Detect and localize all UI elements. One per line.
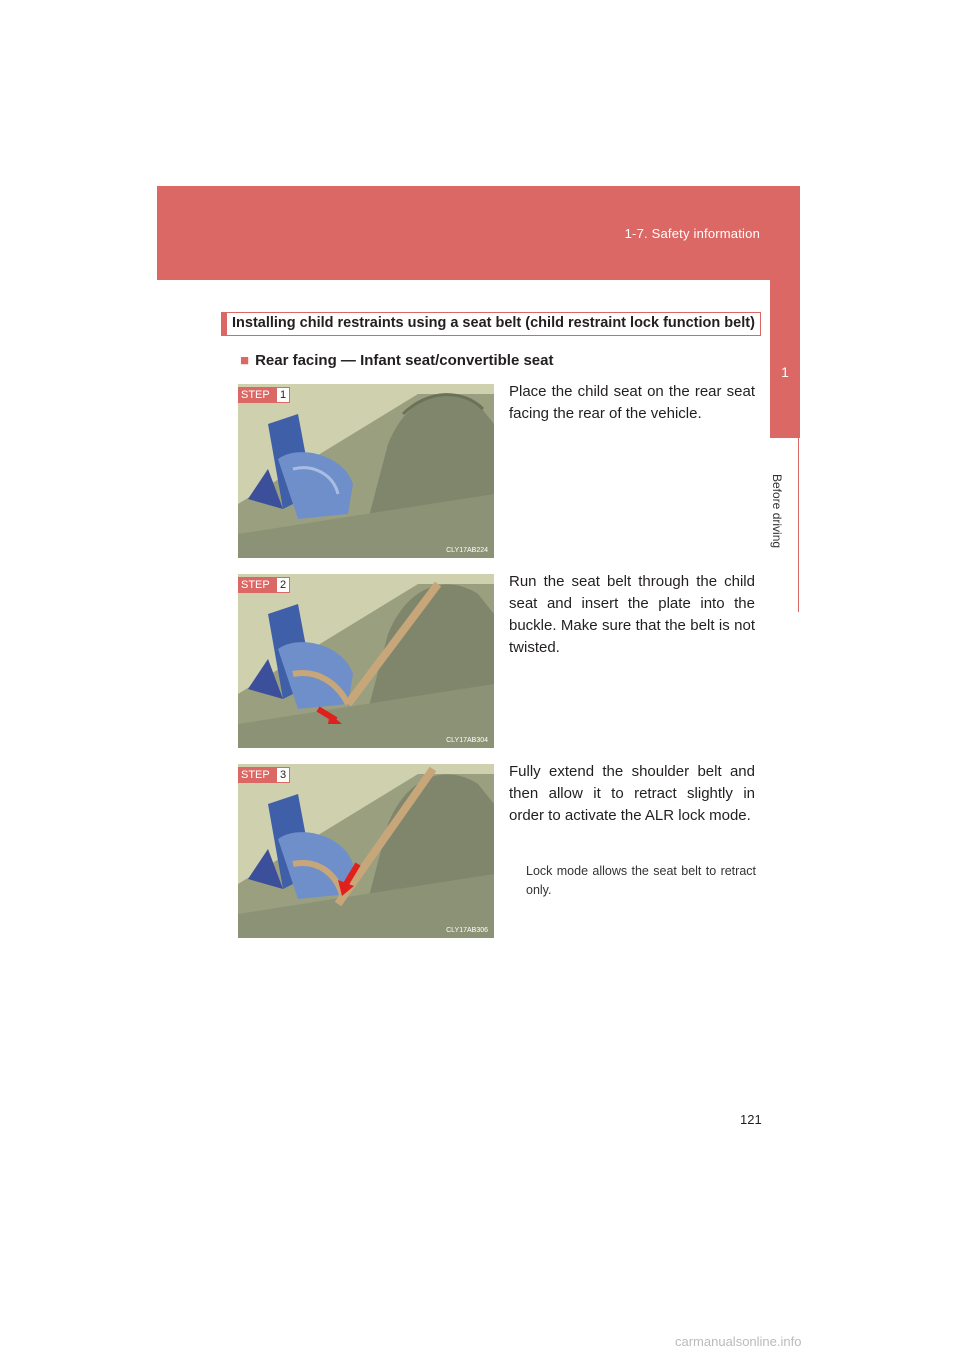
step-label: STEP xyxy=(241,769,270,781)
step-number: 2 xyxy=(277,578,289,592)
step-number: 3 xyxy=(277,768,289,782)
image-code: CLY17AB304 xyxy=(446,737,488,744)
side-divider xyxy=(798,438,799,612)
step-1-illustration xyxy=(238,384,494,558)
square-bullet-icon: ■ xyxy=(240,352,250,369)
section-title-text: Rear facing — Infant seat/convertible seat xyxy=(255,352,554,369)
subheading: Installing child restraints using a seat belt (child restraint lock function belt) xyxy=(232,315,755,331)
step-3-text: Fully extend the shoulder belt and then allow it to retract slightly in order to activate the ALR lock mode. xyxy=(509,763,755,824)
step-2-text: Run the seat belt through the child seat and insert the plate into the buckle. Make sure that the belt is not twisted. xyxy=(509,573,755,656)
step-2-illustration xyxy=(238,574,494,748)
step-3-illustration xyxy=(238,764,494,938)
header-section-title: 1-7. Safety information xyxy=(624,226,760,241)
image-code: CLY17AB224 xyxy=(446,547,488,554)
watermark[interactable]: carmanualsonline.info xyxy=(675,1334,802,1349)
step-2-badge xyxy=(238,577,290,593)
side-chapter-label: Before driving xyxy=(770,474,784,549)
step-3-badge xyxy=(238,767,290,783)
page-number: 121 xyxy=(740,1112,762,1127)
section-title xyxy=(240,352,554,369)
step-1-badge xyxy=(238,387,290,403)
step-number: 1 xyxy=(277,388,289,402)
image-code: CLY17AB306 xyxy=(446,927,488,934)
side-chapter-number: 1 xyxy=(781,364,789,380)
step-label: STEP xyxy=(241,389,270,401)
step-label: STEP xyxy=(241,579,270,591)
step-1-text: Place the child seat on the rear seat facing the rear of the vehicle. xyxy=(509,383,755,422)
side-chapter-tab[interactable] xyxy=(770,280,800,438)
step-3-note: Lock mode allows the seat belt to retract only. xyxy=(526,864,756,897)
